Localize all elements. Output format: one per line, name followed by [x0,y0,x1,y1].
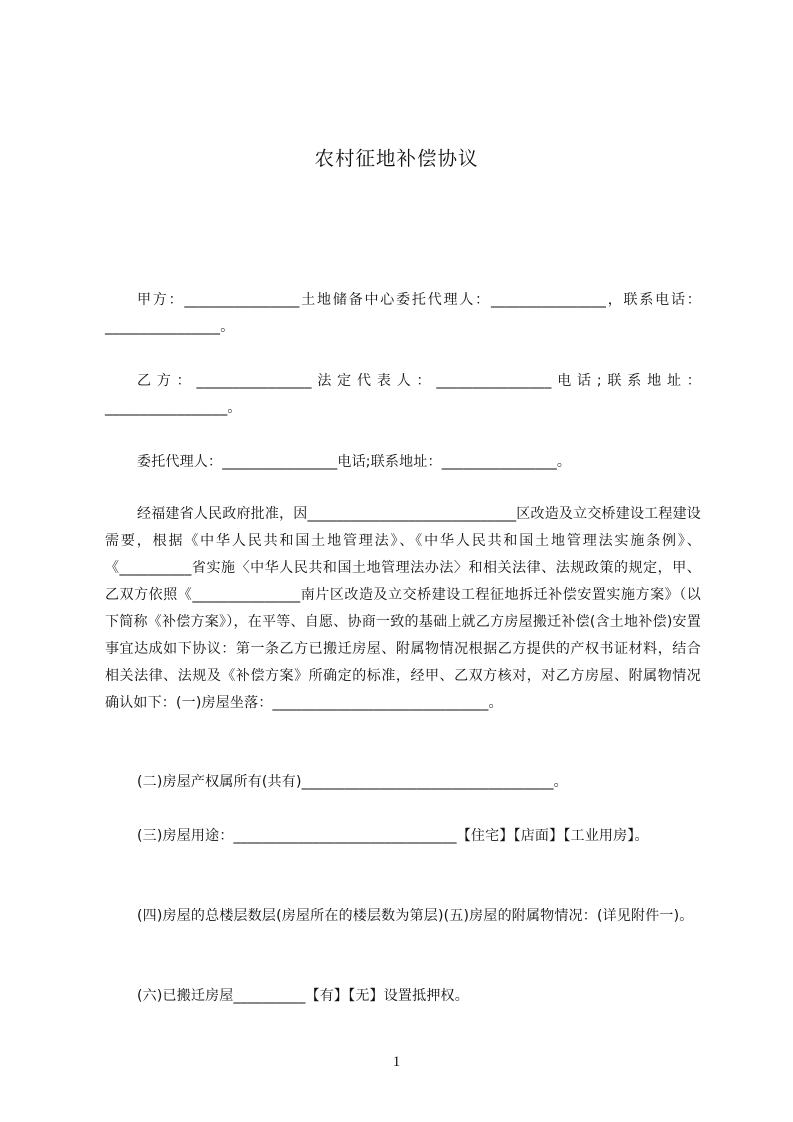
party-a-paragraph: 甲方：________________土地储备中心委托代理人：________________，联系电话：________________。 [105,292,701,335]
document-title: 农村征地补偿协议 [314,147,479,170]
agreement-body-paragraph: 经福建省人民政府批准，因_____________________________区改造及立交桥建设工程建设需要，根据《中华人民共和国土地管理法》、《中华人民共和国土地管理法实施条例》、《__________省实施〈中华人民共和国土地管理法办法〉和相关法律、法规政策的规定，甲、乙双方依照《_______________南片区改造及立交桥建设工程征地拆迁补偿安置实施方案》（以下简称《补偿方案》），在平等、自愿、协商一致的基础上就乙方房屋搬迁补偿(含土地补偿)安置事宜达成如下协议：第一条乙方已搬迁房屋、附属物情况根据乙方提供的产权书证材料，结合相关法律、法规及《补偿方案》所确定的标准，经甲、乙双方核对，对乙方房屋、附属物情况确认如下：(一)房屋坐落：______________________________。 [105,506,701,711]
mortgage-paragraph: (六)已搬迁房屋__________【有】【无】设置抵押权。 [137,988,469,1004]
agent-paragraph: 委托代理人：________________电话;联系地址：________________。 [137,454,572,470]
party-b-paragraph: 乙方：________________法定代表人：________________电话;联系地址：_________________。 [105,373,701,416]
page-number: 1 [392,1054,401,1070]
property-ownership-paragraph: (二)房屋产权属所有(共有)___________________________________。 [137,774,568,790]
floors-paragraph: (四)房屋的总楼层数层(房屋所在的楼层数为第层)(五)房屋的附属物情况：(详见附件一)。 [137,908,694,924]
property-usage-paragraph: (三)房屋用途：_______________________________【住宅】【店面】【工业用房】。 [137,828,649,844]
